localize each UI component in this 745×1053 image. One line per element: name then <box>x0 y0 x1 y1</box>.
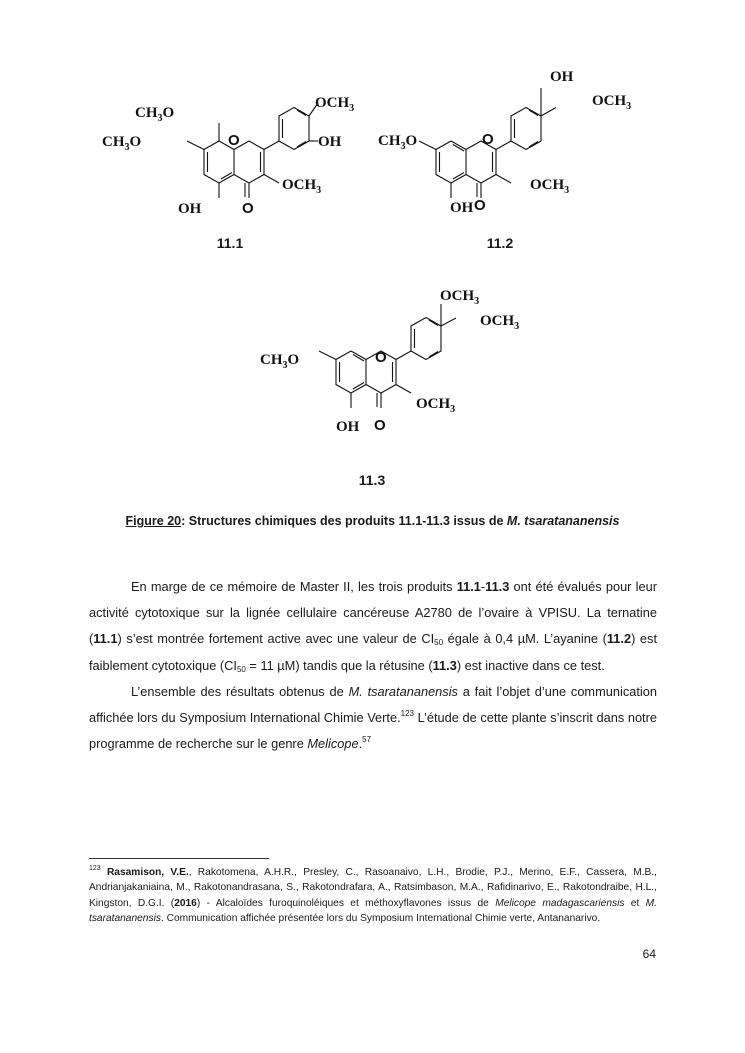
substituent-c4p-och3: $OCH_3$ <box>480 313 520 332</box>
paragraph-1: En marge de ce mémoire de Master II, les trois produits 11.1-11.3 ont été évalués pour leur activité cytotoxique sur la lignée cellulaire cancéreuse A2780 de l’ovaire à VPISU. La ternatine (11.1) s’est montrée fortement active avec une valeur de $CI_{50}$ égale à 0,4 µM. L’ayanine (11.2) est faiblement cytotoxique ($CI_{50} = 11$ µM) tandis que la rétusine (11.3) est inactive dans ce test. <box>89 579 657 674</box>
carbonyl-oxygen: O <box>374 417 386 434</box>
structure-11-3-bonds <box>319 304 456 408</box>
ring-oxygen: O <box>482 131 494 148</box>
paragraph-2: L’ensemble des résultats obtenus de M. tsaratananensis a fait l’objet d’une communication affichée lors du Symposium International Chimie Verte.$^{123}$ L’étude de cette plante s’inscrit dans notre programme de recherche sur le genre Melicope.$^{57}$ <box>89 683 657 752</box>
structure-11-2 <box>370 60 680 220</box>
compound-label-11-2: 11.2 <box>486 235 514 251</box>
substituent-c7-och3: $CH_3O$ <box>378 133 418 152</box>
substituent-c7-och3: $CH_3O$ <box>260 352 300 371</box>
substituent-c3p-och3: $OCH_3$ <box>440 288 480 307</box>
caption-species: M. tsaratananensis <box>506 514 620 528</box>
substituent-c7-och3: $CH_3O$ <box>102 134 142 153</box>
structure-11-1 <box>90 85 390 225</box>
substituent-c5-oh: OH <box>336 419 360 435</box>
footnote-separator <box>89 858 269 859</box>
substituent-c3-och3: $OCH_3$ <box>530 177 570 196</box>
reference-57[interactable]: 57 <box>362 735 372 745</box>
substituent-c8-och3: $CH_3O$ <box>135 105 175 124</box>
compound-label-11-1: 11.1 <box>216 235 244 251</box>
compound-label-11-3: 11.3 <box>358 472 386 488</box>
substituent-c3p-oh: OH <box>318 134 342 150</box>
body-text <box>89 574 657 757</box>
ring-oxygen: O <box>228 132 240 149</box>
substituent-c4p-och3: $OCH_3$ <box>592 93 632 112</box>
footnote-author: Rasamison, V.E. <box>106 867 189 878</box>
substituent-c5-oh: OH <box>178 201 202 217</box>
substituent-c5-oh: OH <box>450 200 474 216</box>
footnote-123: $^{123}$ Rasamison, V.E., Rakotomena, A.H.R., Presley, C., Rasoanaivo, L.H., Brodie, P.J., Merino, E.F., Cassera, M.B., Andrianjakaniaina, M., Rakotonandrasana, S., Rakotondrafara, A., Ratsimbason, M.A., Rafidinarivo, E., Rakotondraibe, H.L., Kingston, D.G.I. (2016) - Alcaloïdes furoquinoléiques et méthoxyflavones issus de Melicope madagascariensis et M. tsaratananensis. Communication affichée présentée lors du Symposium International Chimie verte, Antananarivo. <box>89 865 657 925</box>
reference-123[interactable]: 123 <box>400 709 415 719</box>
caption-text: : Structures chimiques des produits 11.1-11.3 issus de <box>181 514 507 528</box>
footnote-number: 123 <box>89 865 101 872</box>
substituent-c3p-oh: OH <box>550 69 574 85</box>
substituent-c3-och3: $OCH_3$ <box>282 177 322 196</box>
figure-caption <box>0 514 745 528</box>
carbonyl-oxygen: O <box>474 197 486 214</box>
page-number: 64 <box>642 947 656 961</box>
structure-11-3 <box>250 280 560 440</box>
substituent-c3-och3: $OCH_3$ <box>416 396 456 415</box>
ring-oxygen: O <box>375 349 387 366</box>
substituent-c4p-och3: $OCH_3$ <box>315 95 355 114</box>
carbonyl-oxygen: O <box>242 200 254 217</box>
figure-number: Figure 20 <box>125 514 182 528</box>
